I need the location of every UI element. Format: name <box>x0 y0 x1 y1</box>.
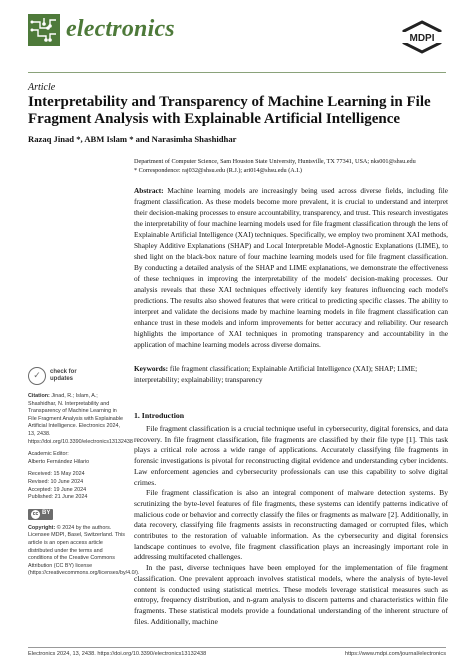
abstract-text: Machine learning models are increasingly being used across diverse fields, including file fragment classification. As these models become more prevalent, it is crucial to understand and interpret their decision-making processes to ensure accountability, transparency, and trust. This research investigates the interpretability of four machine learning models used for file fragment classification through the lens of Explainable Artificial Intelligence (XAI) techniques. Specifically, we employ two prominent XAI methods, Shapley Additive Explanations (SHAP) and Local Interpretable Model-Agnostic Explanations (LIME), to shed light on the black-box nature of four machine learning models used for file fragment classification. By conducting a detailed analysis of the SHAP and LIME explanations, we demonstrate the effectiveness of these techniques in improving the interpretability of the models' decision-making processes. Our analysis reveals that these XAI techniques effectively identify key features influencing each model's predictions. The results also showed features that were critical to predicting specific classes. The ability to interpret and validate the decisions made by machine learning models in file fragment classification can enhance trust in these models and inform improvements for better accuracy and reliability. Our research highlights the importance of XAI techniques in promoting transparency and accountability in the application of machine learning models across diverse domains. <box>134 186 448 349</box>
mdpi-logo-icon <box>396 19 448 57</box>
footer-divider <box>28 647 446 648</box>
intro-paragraph-2: File fragment classification is also an integral component of malware detection systems. By scrutinizing the byte-level features of file fragments, these systems can identify patterns indicative of malicious code or behavior and correctly classify the files or fragments as malware [2]. Additionally, in data recovery, classifying file fragments assists in reconstructing damaged or corrupted files, which contributes to the restoration of valuable information. As the cybersecurity and digital forensics landscape continues to evolve, file fragment classification plays an increasingly important role in addressing multifaceted challenges. <box>134 488 448 562</box>
journal-logo-icon <box>28 14 60 46</box>
check-updates-line1: check for <box>50 369 77 375</box>
mdpi-logo-text: MDPI <box>409 33 435 44</box>
citation-label: Citation: <box>28 393 50 399</box>
correspondence-line: * Correspondence: raj032@shsu.edu (R.J.); ari014@shsu.edu (A.I.) <box>134 167 302 174</box>
abstract-label: Abstract: <box>134 186 164 195</box>
editor-label: Academic Editor: <box>28 451 69 458</box>
header-divider <box>28 72 446 73</box>
editor-block <box>28 451 126 466</box>
abstract <box>134 185 448 350</box>
copyright-text: © 2024 by the authors. Licensee MDPI, Basel, Switzerland. This article is an open access article distributed under the terms and conditions of the Creative Commons Attribution (CC BY) license (https://creativecommons.org/licenses/by/4.0/). <box>28 524 140 577</box>
introduction-body <box>134 424 448 627</box>
journal-header <box>28 14 448 60</box>
journal-name: electronics <box>66 16 175 42</box>
cc-license-badge[interactable] <box>28 509 53 520</box>
cc-badge-label: BY <box>42 510 51 517</box>
affiliations <box>134 157 452 175</box>
editor-name: Alberto Fernández Hilario <box>28 458 90 465</box>
dates-block <box>28 471 126 501</box>
check-updates-line2: updates <box>50 376 74 382</box>
received-date: Received: 15 May 2024 <box>28 471 85 478</box>
keywords <box>134 363 448 385</box>
keywords-label: Keywords: <box>134 364 169 373</box>
check-updates-icon: ✓ <box>28 367 46 385</box>
article-sidebar <box>28 367 140 583</box>
copyright-label: Copyright: <box>28 524 56 531</box>
intro-paragraph-3: In the past, diverse techniques have been employed for the implementation of file fragment classification. One prevalent approach involves statistical models, where the analysis of byte-level content is conducted using statistical metrics. These models leverage statistical measures such as entropy, frequency distribution, and n-gram analysis to discern patterns and characteristics within file fragments. These statistical models provide a foundational understanding of the inherent structure of files. Additionally, machine <box>134 563 448 626</box>
published-date: Published: 21 June 2024 <box>28 494 88 501</box>
check-for-updates-button[interactable] <box>28 367 126 385</box>
article-authors: Razaq Jinad *, ABM Islam * and Narasimha Shashidhar <box>28 134 237 144</box>
page-footer <box>28 651 446 657</box>
accepted-date: Accepted: 19 June 2024 <box>28 486 87 493</box>
citation-text: Jinad, R.; Islam, A.; Shashidhar, N. Interpretability and Transparency of Machine Learning in File Fragment Analysis with Explainable Artificial Intelligence. Electronics 2024, 13, 2438. https://doi.org/10.3390/electronics13132438 <box>28 393 133 445</box>
cc-icon: cc <box>32 510 39 517</box>
section-heading-introduction: 1. Introduction <box>134 411 185 420</box>
article-type: Article <box>28 82 56 93</box>
affiliation-line: Department of Computer Science, Sam Houston State University, Huntsville, TX 77341, USA; nks001@shsu.edu <box>134 158 416 165</box>
article-title: Interpretability and Transparency of Machine Learning in File Fragment Analysis with Explainable Artificial Intelligence <box>28 94 431 127</box>
citation-block <box>28 393 133 446</box>
revised-date: Revised: 10 June 2024 <box>28 478 84 485</box>
footer-journal-link[interactable]: https://www.mdpi.com/journal/electronics <box>344 651 446 657</box>
copyright-block <box>28 524 140 578</box>
keywords-text: file fragment classification; Explainable Artificial Intelligence (XAI); SHAP; LIME; interpretability; explainability; transparency <box>134 364 418 384</box>
intro-paragraph-1: File fragment classification is a crucial technique useful in cybersecurity, digital forensics, and data recovery. In file fragment classification, file fragments are classified by their file type [1]. This task plays a critical role across a wide range of applications. Accurately classifying file fragments in forensic investigations is pivotal for reconstructing digital evidence and understanding cyber incidents. Law enforcement agencies and cybersecurity professionals can use this capability to solve digital crimes. <box>134 424 448 487</box>
footer-citation: Electronics 2024, 13, 2438. https://doi.org/10.3390/electronics13132438 <box>28 651 207 657</box>
